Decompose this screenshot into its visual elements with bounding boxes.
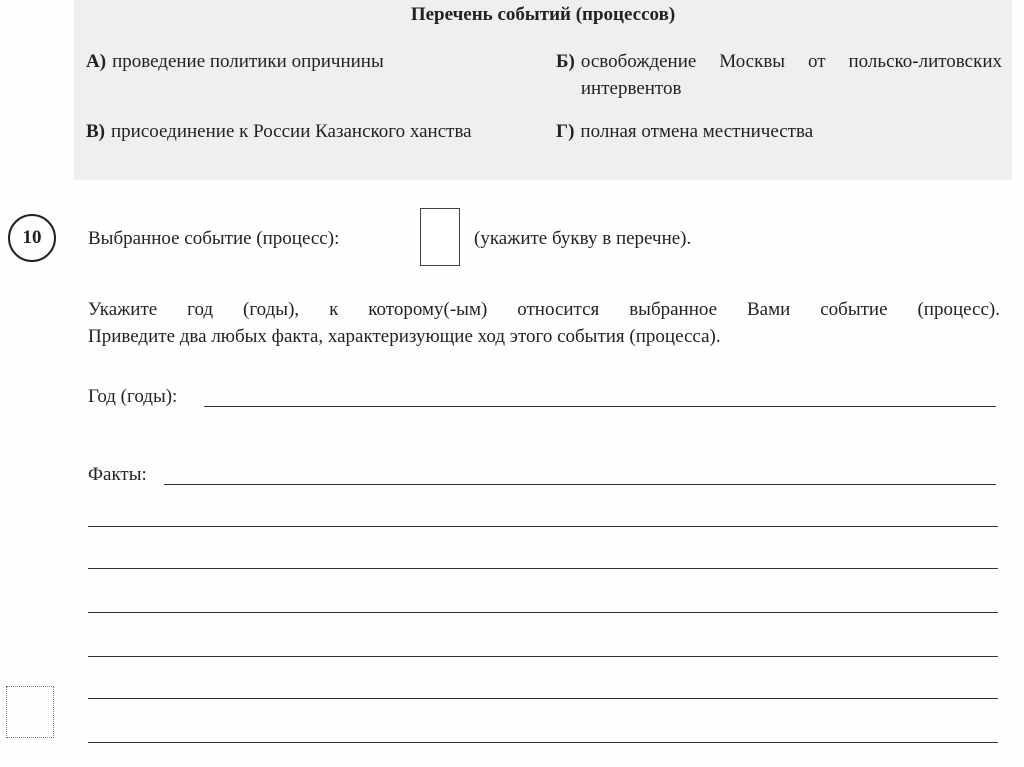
year-label: Год (годы):: [88, 386, 178, 407]
instruction-paragraph: [88, 296, 1000, 350]
instruction-line-1: Укажите год (годы), к которому(-ым) относится выбранное Вами событие (процесс).: [88, 299, 1000, 320]
event-letter: А): [86, 51, 107, 72]
event-text: присоединение к России Казанского ханства: [111, 121, 472, 142]
event-text: полная отмена местничества: [580, 121, 814, 142]
facts-answer-line[interactable]: [88, 742, 998, 743]
chosen-event-hint: (укажите букву в перечне).: [474, 228, 692, 249]
question-number-badge: 10: [8, 214, 56, 262]
events-list-panel: [74, 0, 1012, 180]
facts-answer-line[interactable]: [88, 568, 998, 569]
chosen-event-answer-box[interactable]: [420, 208, 460, 266]
event-item-b: [556, 48, 1002, 102]
facts-label: Факты:: [88, 464, 147, 485]
event-letter: Б): [556, 51, 575, 72]
facts-answer-line[interactable]: [88, 526, 998, 527]
event-item-v: [86, 118, 548, 145]
instruction-line-2: Приведите два любых факта, характеризующие ход этого события (процесса).: [88, 326, 721, 347]
score-box[interactable]: [6, 686, 54, 738]
year-answer-line[interactable]: [204, 406, 996, 407]
event-letter: В): [86, 121, 105, 142]
facts-answer-line[interactable]: [88, 698, 998, 699]
facts-answer-line[interactable]: [88, 612, 998, 613]
event-text: проведение политики опричнины: [112, 51, 384, 72]
event-item-a: [86, 48, 526, 75]
facts-answer-line[interactable]: [88, 656, 998, 657]
event-letter: Г): [556, 121, 575, 142]
event-text: освобождение Москвы от польско-литовских интервентов: [580, 51, 1002, 99]
event-item-g: [556, 118, 1002, 145]
events-list-title: Перечень событий (процессов): [410, 4, 676, 25]
chosen-event-label: Выбранное событие (процесс):: [88, 228, 340, 249]
facts-answer-line[interactable]: [164, 484, 996, 485]
